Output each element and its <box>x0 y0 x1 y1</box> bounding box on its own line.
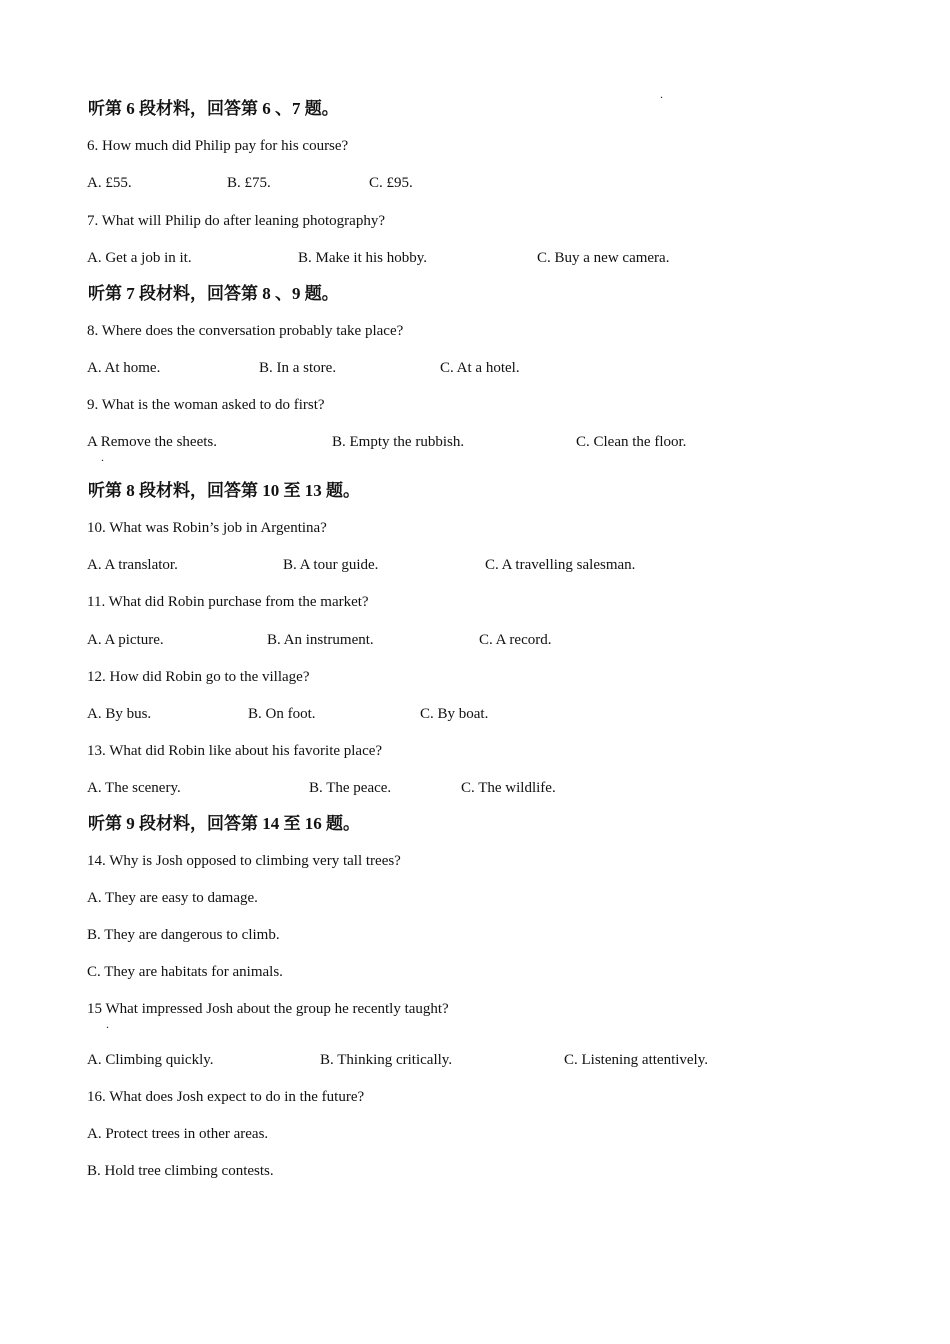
question-16-option-a: A. Protect trees in other areas. <box>87 1126 269 1142</box>
question-9-stem: 9. What is the woman asked to do first? <box>87 397 325 413</box>
option-c: C. A travelling salesman. <box>485 557 636 573</box>
option-a: A. By bus. <box>87 706 152 722</box>
option-c: C. By boat. <box>420 706 489 722</box>
option-a: A. At home. <box>87 360 161 376</box>
option-b: B. An instrument. <box>267 632 374 648</box>
option-b: B. The peace. <box>309 780 392 796</box>
option-a: A. Climbing quickly. <box>87 1052 214 1068</box>
question-7-stem: 7. What will Philip do after leaning photography? <box>87 213 385 229</box>
option-b: B. Thinking critically. <box>320 1052 453 1068</box>
question-14-option-c: C. They are habitats for animals. <box>87 964 283 980</box>
option-b: B. On foot. <box>248 706 316 722</box>
option-c: C. A record. <box>479 632 552 648</box>
section-heading-8: 听第 8 段材料，回答第 10 至 13 题。 <box>88 481 360 500</box>
option-a: A. A picture. <box>87 632 164 648</box>
question-6-stem: 6. How much did Philip pay for his course? <box>87 138 349 154</box>
option-b: B. £75. <box>227 175 271 191</box>
option-c: C. Clean the floor. <box>576 434 687 450</box>
option-a: A. A translator. <box>87 557 178 573</box>
option-a: A. £55. <box>87 175 132 191</box>
option-b: B. Make it his hobby. <box>298 250 428 266</box>
option-c: C. At a hotel. <box>440 360 520 376</box>
stray-dot: . <box>660 87 663 101</box>
question-10-stem: 10. What was Robin’s job in Argentina? <box>87 520 327 536</box>
question-16-stem: 16. What does Josh expect to do in the future? <box>87 1089 365 1105</box>
question-15-stem: 15 What impressed Josh about the group he recently taught? <box>87 1001 449 1017</box>
option-a: A. The scenery. <box>87 780 181 796</box>
stray-dot: . <box>106 1017 109 1031</box>
option-c: C. The wildlife. <box>461 780 556 796</box>
question-14-stem: 14. Why is Josh opposed to climbing very tall trees? <box>87 853 401 869</box>
question-14-option-b: B. They are dangerous to climb. <box>87 927 280 943</box>
question-14-option-a: A. They are easy to damage. <box>87 890 258 906</box>
option-a: A. Get a job in it. <box>87 250 192 266</box>
option-a: A Remove the sheets. <box>87 434 217 450</box>
section-heading-7: 听第 7 段材料，回答第 8 、9 题。 <box>88 284 339 303</box>
section-heading-9: 听第 9 段材料，回答第 14 至 16 题。 <box>88 814 360 833</box>
option-c: C. Listening attentively. <box>564 1052 709 1068</box>
option-b: B. Empty the rubbish. <box>332 434 465 450</box>
option-c: C. Buy a new camera. <box>537 250 670 266</box>
question-8-stem: 8. Where does the conversation probably take place? <box>87 323 404 339</box>
question-13-stem: 13. What did Robin like about his favorite place? <box>87 743 383 759</box>
option-c: C. £95. <box>369 175 413 191</box>
question-12-stem: 12. How did Robin go to the village? <box>87 669 310 685</box>
option-b: B. In a store. <box>259 360 337 376</box>
section-heading-6: 听第 6 段材料，回答第 6 、7 题。 <box>88 99 339 118</box>
question-16-option-b: B. Hold tree climbing contests. <box>87 1163 274 1179</box>
stray-dot: . <box>101 450 104 464</box>
option-b: B. A tour guide. <box>283 557 379 573</box>
question-11-stem: 11. What did Robin purchase from the market? <box>87 594 369 610</box>
